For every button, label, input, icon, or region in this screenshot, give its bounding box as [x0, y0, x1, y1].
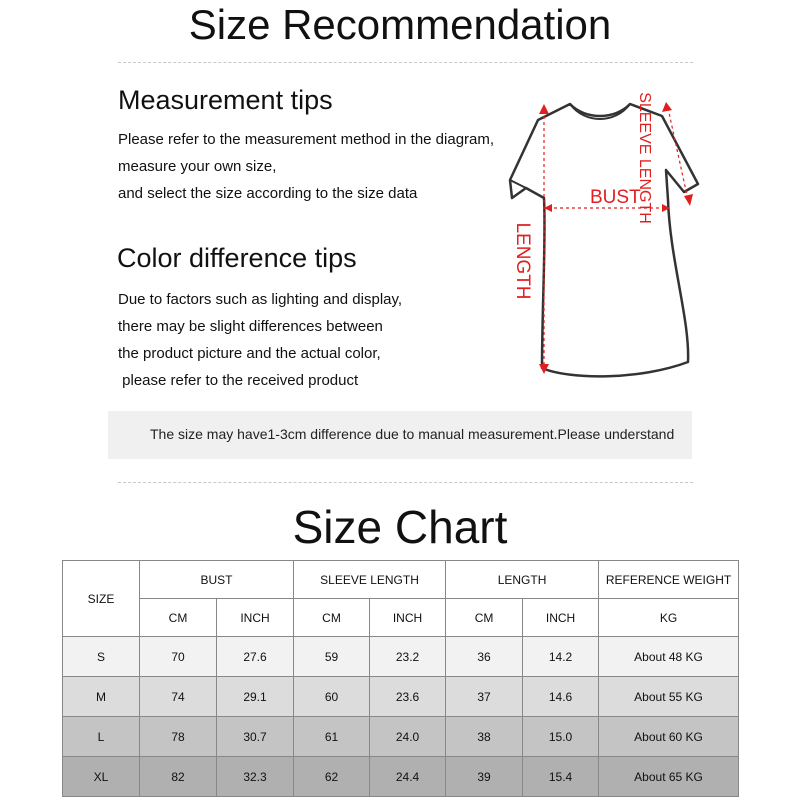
divider-middle — [118, 482, 693, 483]
cell-bust-inch: 32.3 — [217, 757, 294, 797]
bust-label: BUST — [590, 187, 641, 208]
color-tips-heading: Color difference tips — [117, 243, 357, 273]
unit-inch: INCH — [217, 599, 294, 637]
cell-length-inch: 15.0 — [523, 717, 599, 757]
cell-size: XL — [63, 757, 140, 797]
measurement-note-box — [108, 411, 692, 459]
cell-weight: About 65 KG — [599, 757, 739, 797]
cell-length-cm: 38 — [446, 717, 523, 757]
sleeve-arrow-bottom — [684, 194, 693, 206]
header-length: LENGTH — [446, 561, 599, 599]
cell-sleeve-cm: 62 — [294, 757, 370, 797]
page-title: Size Recommendation — [188, 1, 612, 48]
divider-top — [118, 62, 693, 63]
unit-cm: CM — [294, 599, 370, 637]
cell-length-inch: 14.2 — [523, 637, 599, 677]
table-row — [63, 677, 739, 717]
cell-bust-cm: 78 — [140, 717, 217, 757]
unit-cm: CM — [446, 599, 523, 637]
cell-length-inch: 15.4 — [523, 757, 599, 797]
header-bust: BUST — [140, 561, 294, 599]
header-size: SIZE — [63, 561, 140, 637]
color-tip-line: Due to factors such as lighting and display, — [118, 291, 403, 308]
cell-bust-inch: 30.7 — [217, 717, 294, 757]
cell-length-inch: 14.6 — [523, 677, 599, 717]
size-chart-table — [62, 560, 739, 797]
length-arrow-top — [539, 104, 549, 114]
table-row — [63, 637, 739, 677]
cell-sleeve-inch: 23.6 — [370, 677, 446, 717]
cell-length-cm: 37 — [446, 677, 523, 717]
size-chart-title: Size Chart — [292, 501, 508, 553]
table-row — [63, 717, 739, 757]
unit-kg: KG — [599, 599, 739, 637]
sleeve-arrow-top — [662, 102, 672, 112]
measurement-tip-line: and select the size according to the size data — [118, 185, 418, 202]
unit-inch: INCH — [370, 599, 446, 637]
cell-bust-cm: 70 — [140, 637, 217, 677]
header-sleeve-length: SLEEVE LENGTH — [294, 561, 446, 599]
unit-cm: CM — [140, 599, 217, 637]
color-tip-line: the product picture and the actual color, — [118, 345, 381, 362]
cell-bust-cm: 74 — [140, 677, 217, 717]
cell-bust-inch: 29.1 — [217, 677, 294, 717]
measurement-tip-line: Please refer to the measurement method in the diagram, — [118, 131, 495, 148]
color-tip-line: there may be slight differences between — [118, 318, 383, 335]
cell-sleeve-inch: 24.0 — [370, 717, 446, 757]
cell-weight: About 55 KG — [599, 677, 739, 717]
header-reference-weight: REFERENCE WEIGHT — [599, 561, 739, 599]
cell-length-cm: 36 — [446, 637, 523, 677]
cell-size: M — [63, 677, 140, 717]
cell-weight: About 60 KG — [599, 717, 739, 757]
measurement-tips-heading: Measurement tips — [118, 85, 333, 115]
header-row — [63, 561, 739, 599]
color-tip-line: please refer to the received product — [118, 372, 359, 389]
length-label: LENGTH — [512, 222, 533, 300]
cell-length-cm: 39 — [446, 757, 523, 797]
tshirt-outline — [510, 104, 698, 376]
cell-sleeve-cm: 61 — [294, 717, 370, 757]
cell-sleeve-inch: 23.2 — [370, 637, 446, 677]
unit-inch: INCH — [523, 599, 599, 637]
cell-size: L — [63, 717, 140, 757]
unit-row — [63, 599, 739, 637]
table-row — [63, 757, 739, 797]
cell-size: S — [63, 637, 140, 677]
cell-bust-inch: 27.6 — [217, 637, 294, 677]
cell-sleeve-inch: 24.4 — [370, 757, 446, 797]
cell-weight: About 48 KG — [599, 637, 739, 677]
cell-bust-cm: 82 — [140, 757, 217, 797]
cell-sleeve-cm: 60 — [294, 677, 370, 717]
measurement-tip-line: measure your own size, — [118, 158, 277, 175]
sleeve-length-label: SLEEVE LENGTH — [636, 92, 653, 224]
measurement-note-text: The size may have1-3cm difference due to manual measurement.Please understand — [150, 426, 675, 442]
cell-sleeve-cm: 59 — [294, 637, 370, 677]
